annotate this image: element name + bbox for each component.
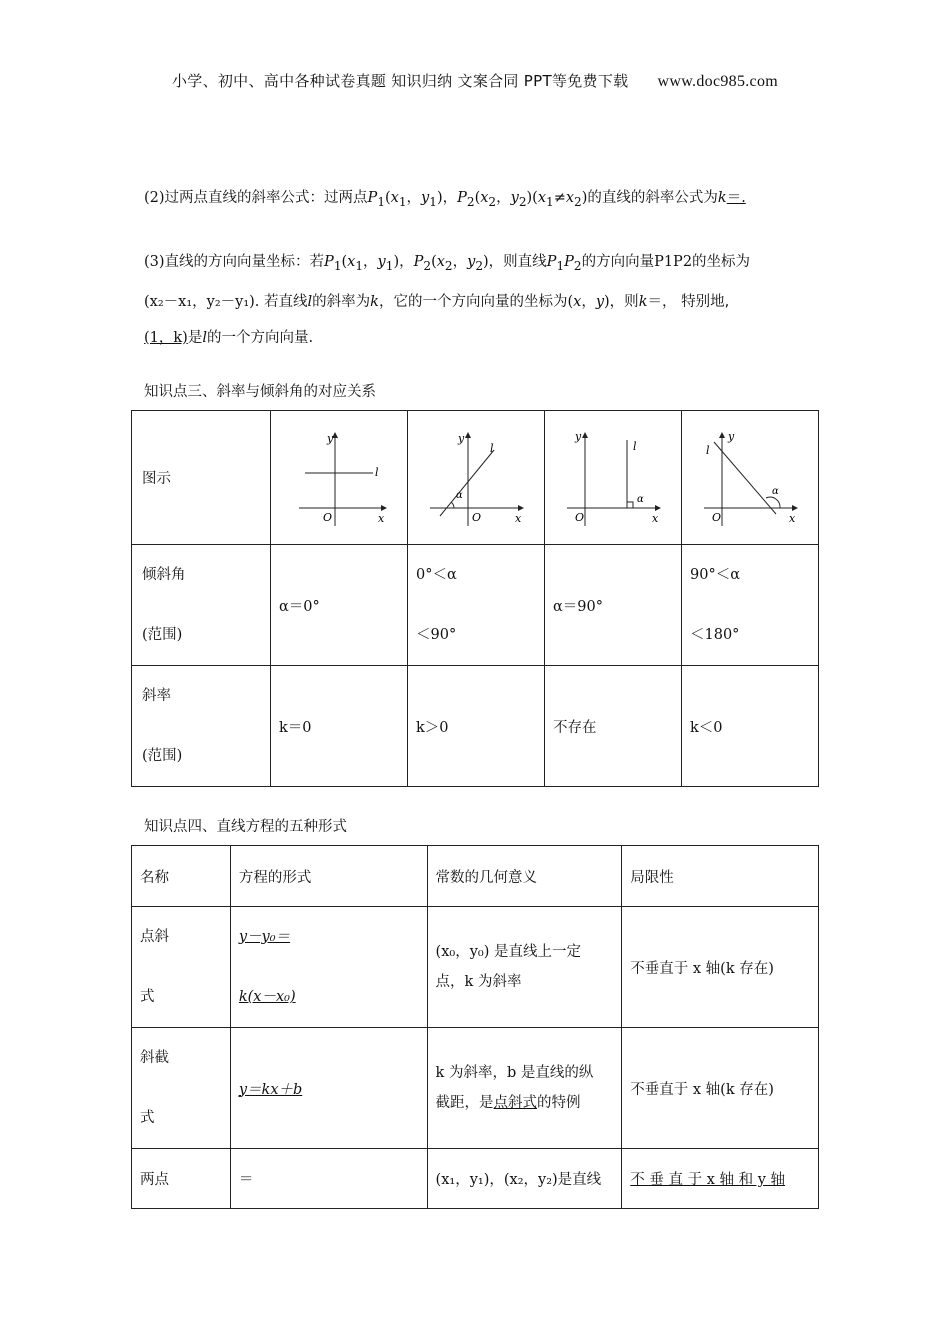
para3-line2b: l <box>307 293 313 310</box>
diagram-label: x <box>789 511 796 525</box>
para3-line1c: 的方向向量P1P2的坐标为 <box>581 254 751 270</box>
horizontal-line-diagram <box>289 428 389 528</box>
angle-cell <box>408 545 545 666</box>
form-equation <box>230 907 427 1028</box>
para3-line2f: x <box>573 293 582 310</box>
form-equation <box>230 1028 427 1149</box>
meaning-part: 点斜式 <box>493 1095 538 1111</box>
para3-line2 <box>144 284 824 320</box>
para3-line2e: ，它的一个方向向量的坐标为( <box>378 293 574 310</box>
angle-label-1: 倾斜角 <box>142 567 186 583</box>
slope-angle-table <box>131 410 819 787</box>
angle-text: ＜180° <box>690 627 740 643</box>
diagram-label: α <box>772 485 779 497</box>
diagram-acute <box>408 411 545 545</box>
obtuse-angle-diagram <box>700 428 800 528</box>
form-name <box>132 1028 231 1149</box>
name-line: 式 <box>140 1110 155 1126</box>
angle-cell <box>682 545 819 666</box>
para3-line2j: k <box>638 293 648 310</box>
para3-line3c: l <box>202 329 207 346</box>
para3-line2k: ＝， <box>647 293 677 310</box>
slope-row-label <box>132 666 271 787</box>
table-row <box>132 1149 819 1209</box>
form-limit: 不垂直于 x 轴(k 存在) <box>622 1028 819 1149</box>
slope-row <box>132 666 819 787</box>
para3-line1: (3)直线的方向向量坐标：若$P_1(x_1$，$y_1$)，$P_2(x_2$，$y_2$)，则直线$P_1P_2$的方向向量P1P2的坐标为 <box>144 254 751 273</box>
diagram-label: α <box>637 493 644 505</box>
diagram-label: x <box>515 511 522 525</box>
diagram-vertical <box>545 411 682 545</box>
meaning-part: 截距，是 <box>435 1095 494 1111</box>
col-header-form: 方程的形式 <box>230 846 427 907</box>
slope-cell: k＜0 <box>682 666 819 787</box>
diagram-label: y <box>728 429 735 443</box>
meaning-line: k 为斜率，b 是直线的纵 <box>435 1065 594 1081</box>
slope-label-1: 斜率 <box>142 688 171 704</box>
form-meaning <box>427 907 622 1028</box>
section4-title: 知识点四、直线方程的五种形式 <box>144 819 347 835</box>
form-meaning: (x₁，y₁)，(x₂，y₂)是直线 <box>427 1149 622 1209</box>
header-url[interactable]: www.doc985.com <box>657 73 779 90</box>
acute-angle-diagram <box>426 428 526 528</box>
form-limit: 不垂直于 x 轴(k 存在) <box>622 907 819 1028</box>
name-line: 斜截 <box>140 1050 169 1066</box>
para3-line2i: )，则 <box>604 293 639 310</box>
diagram-label: y <box>327 431 334 445</box>
diagram-label: l <box>706 443 710 457</box>
diagram-label: l <box>375 465 379 479</box>
para2-text-a: (2)过两点直线的斜率公式：过两点 <box>144 190 368 206</box>
diagram-row-label: 图示 <box>132 411 271 545</box>
section3-title: 知识点三、斜率与倾斜角的对应关系 <box>144 384 376 400</box>
form-name <box>132 907 231 1028</box>
diagram-label: x <box>378 511 385 525</box>
diagram-label: α <box>456 489 463 501</box>
para2-text-b: 的直线的斜率公式为 <box>587 190 718 206</box>
diagram-label: y <box>458 431 465 445</box>
para3-line2h: y <box>595 293 605 310</box>
meaning-line <box>436 1088 614 1118</box>
diagram-label: O <box>472 510 482 524</box>
form-limit: 不 垂 直 于 x 轴 和 y 轴 <box>622 1149 819 1209</box>
form-equation: ＝ <box>230 1149 427 1209</box>
para3-line3 <box>144 320 824 356</box>
slope-formula-paragraph: (2)过两点直线的斜率公式：过两点$P_1(x_1$，$y_1$)，$P_2(x_2$，$y_2)(x_1\ne x_2)$的直线的斜率公式为k＝. <box>144 190 746 209</box>
para3-line3d: 的一个方向向量. <box>206 329 314 346</box>
col-header-name: 名称 <box>132 846 231 907</box>
col-header-meaning: 常数的几何意义 <box>427 846 622 907</box>
para3-line2c: 的斜率为 <box>312 293 371 310</box>
equation-line: k(x－x₀) <box>238 989 296 1005</box>
para3-line1b: ，则直线 <box>488 254 547 270</box>
diagram-obtuse <box>682 411 819 545</box>
diagram-label: l <box>490 441 494 455</box>
table-row <box>132 1028 819 1149</box>
table-header-row <box>132 846 819 907</box>
form-meaning <box>427 1028 622 1149</box>
equation-line: y－y₀＝ <box>238 929 291 945</box>
para3-line1a: (3)直线的方向向量坐标：若 <box>144 254 325 270</box>
slope-label-2: (范围) <box>142 748 183 764</box>
page-header <box>0 70 950 91</box>
meaning-line: 点，k 为斜率 <box>435 974 522 990</box>
angle-row <box>132 545 819 666</box>
meaning-part: 的特例 <box>537 1095 581 1111</box>
diagram-label: O <box>323 510 333 524</box>
angle-text: 0°＜α <box>416 567 457 583</box>
diagram-label: O <box>712 510 722 524</box>
name-line: 式 <box>140 989 155 1005</box>
line-equation-forms-table <box>131 845 819 1209</box>
vertical-line-diagram <box>563 428 663 528</box>
diagram-horizontal <box>271 411 408 545</box>
slope-cell: k＝0 <box>271 666 408 787</box>
angle-row-label <box>132 545 271 666</box>
angle-text: 90°＜α <box>690 567 740 583</box>
diagram-row <box>132 411 819 545</box>
equation-line: y＝kx＋b <box>238 1081 303 1098</box>
angle-text: ＜90° <box>416 627 457 643</box>
para2-text-d: ＝. <box>726 190 746 206</box>
para3-line2a: (x₂－x₁，y₂－y₁). 若直线 <box>144 293 308 310</box>
slope-cell: 不存在 <box>545 666 682 787</box>
col-header-limit: 局限性 <box>622 846 819 907</box>
direction-vector-paragraph <box>144 244 824 356</box>
diagram-label: y <box>575 429 582 443</box>
para3-line2l: 特别地, <box>681 293 730 310</box>
form-name: 两点 <box>132 1149 231 1209</box>
para3-line2g: ， <box>581 293 596 310</box>
header-text: 小学、初中、高中各种试卷真题 知识归纳 文案合同 PPT等免费下载 <box>171 72 629 90</box>
angle-cell: α＝0° <box>271 545 408 666</box>
para3-line3b: 是 <box>187 329 203 346</box>
para3-line3a: (1，k) <box>144 329 188 346</box>
para3-line2d: k <box>370 293 379 310</box>
para2-k: k <box>717 190 727 206</box>
slope-cell: k＞0 <box>408 666 545 787</box>
diagram-label: O <box>575 510 585 524</box>
diagram-label: l <box>633 439 637 453</box>
table-row <box>132 907 819 1028</box>
angle-label-2: (范围) <box>142 627 183 643</box>
diagram-label: x <box>652 511 659 525</box>
angle-cell: α＝90° <box>545 545 682 666</box>
name-line: 点斜 <box>140 929 169 945</box>
meaning-line: (x₀，y₀) 是直线上一定 <box>435 944 581 960</box>
